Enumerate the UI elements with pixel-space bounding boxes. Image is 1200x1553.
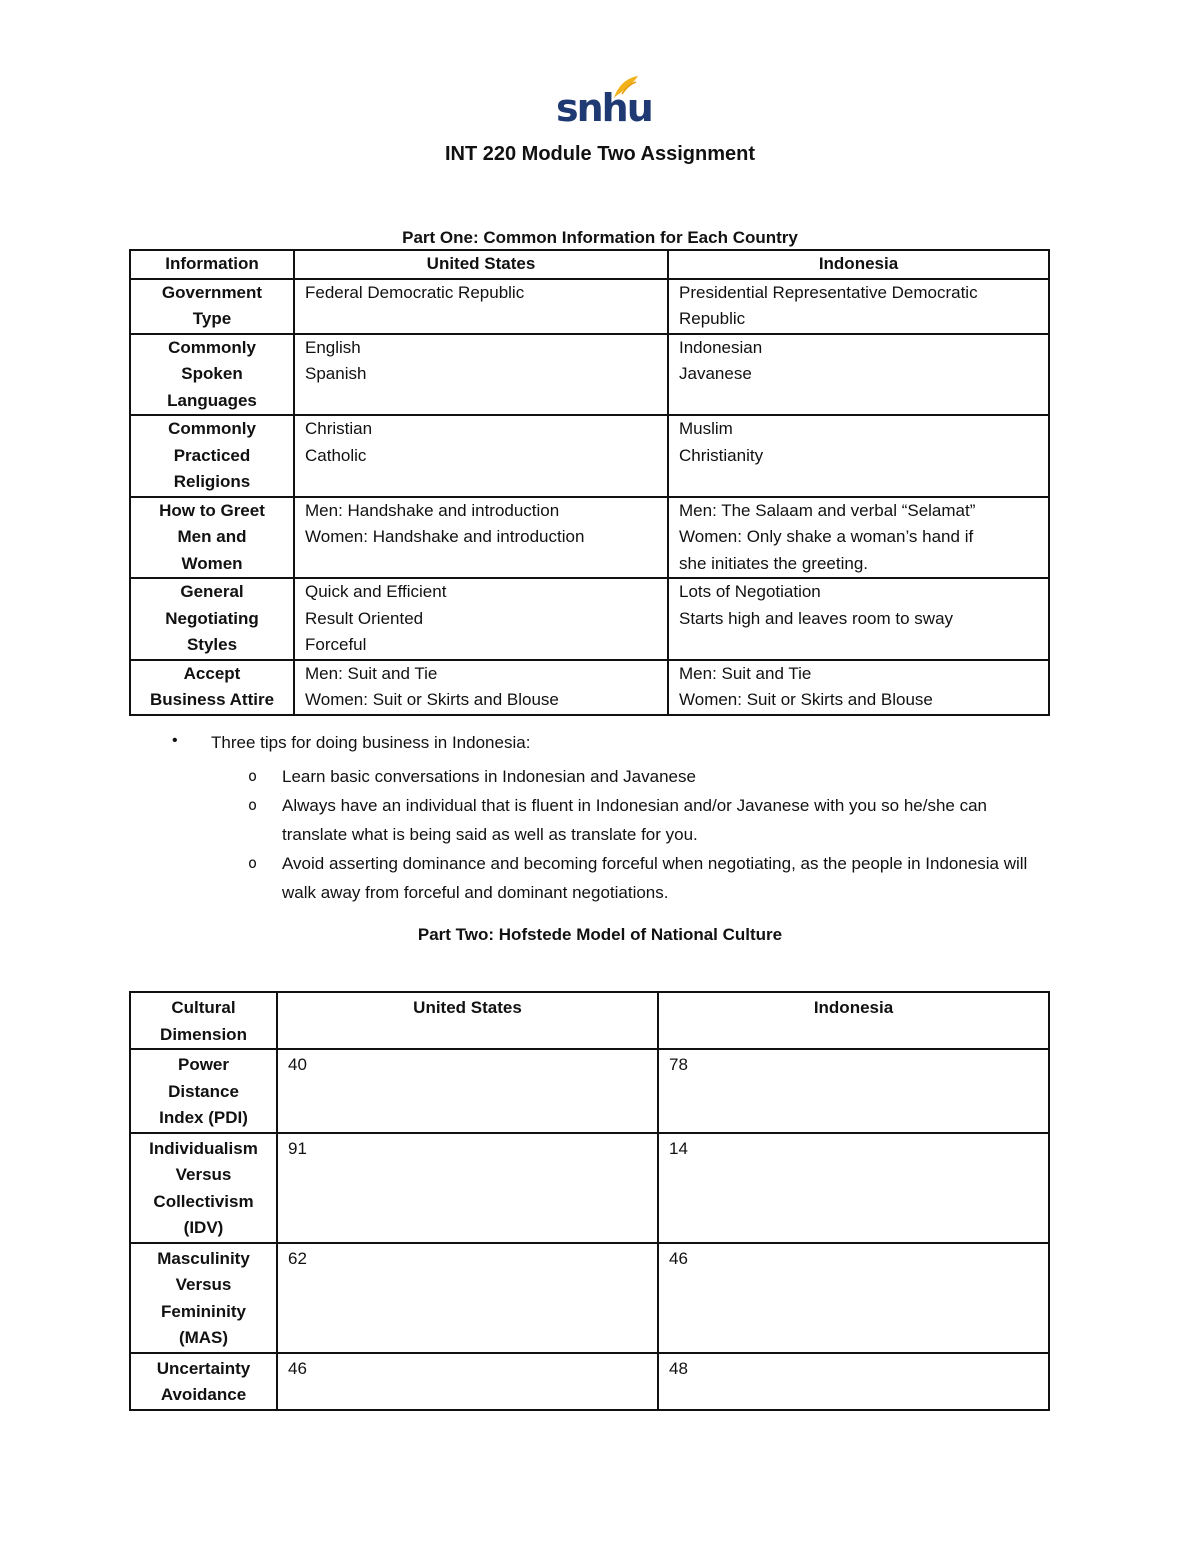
row-label: Commonly Spoken Languages bbox=[130, 334, 294, 416]
tip-text: Always have an individual that is fluent in Indonesian and/or Javanese with you so he/she can translate what is being said as well as translate for you. bbox=[282, 796, 988, 844]
row-label: Uncertainty Avoidance bbox=[130, 1353, 277, 1410]
indonesia-cell: Indonesian Javanese bbox=[668, 334, 1049, 416]
column-header: United States bbox=[294, 250, 668, 279]
row-label: General Negotiating Styles bbox=[130, 578, 294, 660]
indonesia-score: 14 bbox=[658, 1133, 1049, 1243]
row-label: Accept Business Attire bbox=[130, 660, 294, 715]
column-header: Indonesia bbox=[668, 250, 1049, 279]
row-label: Government Type bbox=[130, 279, 294, 334]
us-cell: Christian Catholic bbox=[294, 415, 668, 497]
tip-text: Avoid asserting dominance and becoming forceful when negotiating, as the people in Indonesia will walk away from forceful and dominant negotiations. bbox=[282, 854, 1028, 902]
logo-wordmark: snhu bbox=[556, 86, 652, 130]
tip-text: Learn basic conversations in Indonesian and Javanese bbox=[282, 767, 696, 786]
part-two-title: Part Two: Hofstede Model of National Culture bbox=[417, 925, 783, 944]
us-cell: Quick and Efficient Result Oriented Forceful bbox=[294, 578, 668, 660]
row-label: Masculinity Versus Femininity (MAS) bbox=[130, 1243, 277, 1353]
country-info-table bbox=[129, 249, 1050, 716]
us-score: 46 bbox=[277, 1353, 658, 1410]
leaf-icon bbox=[612, 74, 640, 100]
indonesia-score: 78 bbox=[658, 1049, 1049, 1133]
us-score: 91 bbox=[277, 1133, 658, 1243]
us-score: 62 bbox=[277, 1243, 658, 1353]
table-row bbox=[130, 1353, 1049, 1410]
table-header-row bbox=[130, 992, 1049, 1049]
table-row bbox=[130, 415, 1049, 497]
row-label: Individualism Versus Collectivism (IDV) bbox=[130, 1133, 277, 1243]
us-cell: English Spanish bbox=[294, 334, 668, 416]
table-row bbox=[130, 1049, 1049, 1133]
part-one-title: Part One: Common Information for Each Country bbox=[402, 228, 798, 247]
row-label: How to Greet Men and Women bbox=[130, 497, 294, 579]
us-cell: Men: Suit and Tie Women: Suit or Skirts and Blouse bbox=[294, 660, 668, 715]
table-row bbox=[130, 334, 1049, 416]
table-row bbox=[130, 578, 1049, 660]
column-header: Information bbox=[130, 250, 294, 279]
us-cell: Federal Democratic Republic bbox=[294, 279, 668, 334]
table-row bbox=[130, 660, 1049, 715]
column-header: United States bbox=[277, 992, 658, 1049]
indonesia-cell: Men: The Salaam and verbal “Selamat” Women: Only shake a woman’s hand if she initiates the greeting. bbox=[668, 497, 1049, 579]
indonesia-cell: Lots of Negotiation Starts high and leaves room to sway bbox=[668, 578, 1049, 660]
document-title: INT 220 Module Two Assignment bbox=[444, 143, 756, 165]
indonesia-score: 46 bbox=[658, 1243, 1049, 1353]
row-label: Commonly Practiced Religions bbox=[130, 415, 294, 497]
table-row bbox=[130, 1133, 1049, 1243]
row-label: Power Distance Index (PDI) bbox=[130, 1049, 277, 1133]
indonesia-cell: Muslim Christianity bbox=[668, 415, 1049, 497]
snhu-logo bbox=[556, 74, 652, 134]
us-score: 40 bbox=[277, 1049, 658, 1133]
bullet-icon: • bbox=[172, 732, 178, 749]
indonesia-cell: Presidential Representative Democratic Republic bbox=[668, 279, 1049, 334]
circle-bullet-icon: o bbox=[248, 796, 258, 814]
table-row bbox=[130, 279, 1049, 334]
table-row bbox=[130, 497, 1049, 579]
table-row bbox=[130, 1243, 1049, 1353]
indonesia-score: 48 bbox=[658, 1353, 1049, 1410]
indonesia-cell: Men: Suit and Tie Women: Suit or Skirts and Blouse bbox=[668, 660, 1049, 715]
hofstede-table bbox=[129, 991, 1050, 1411]
circle-bullet-icon: o bbox=[248, 767, 258, 785]
circle-bullet-icon: o bbox=[248, 854, 258, 872]
tips-heading: Three tips for doing business in Indonesia: bbox=[211, 733, 531, 752]
column-header: Cultural Dimension bbox=[130, 992, 277, 1049]
table-header-row bbox=[130, 250, 1049, 279]
us-cell: Men: Handshake and introduction Women: Handshake and introduction bbox=[294, 497, 668, 579]
column-header: Indonesia bbox=[658, 992, 1049, 1049]
